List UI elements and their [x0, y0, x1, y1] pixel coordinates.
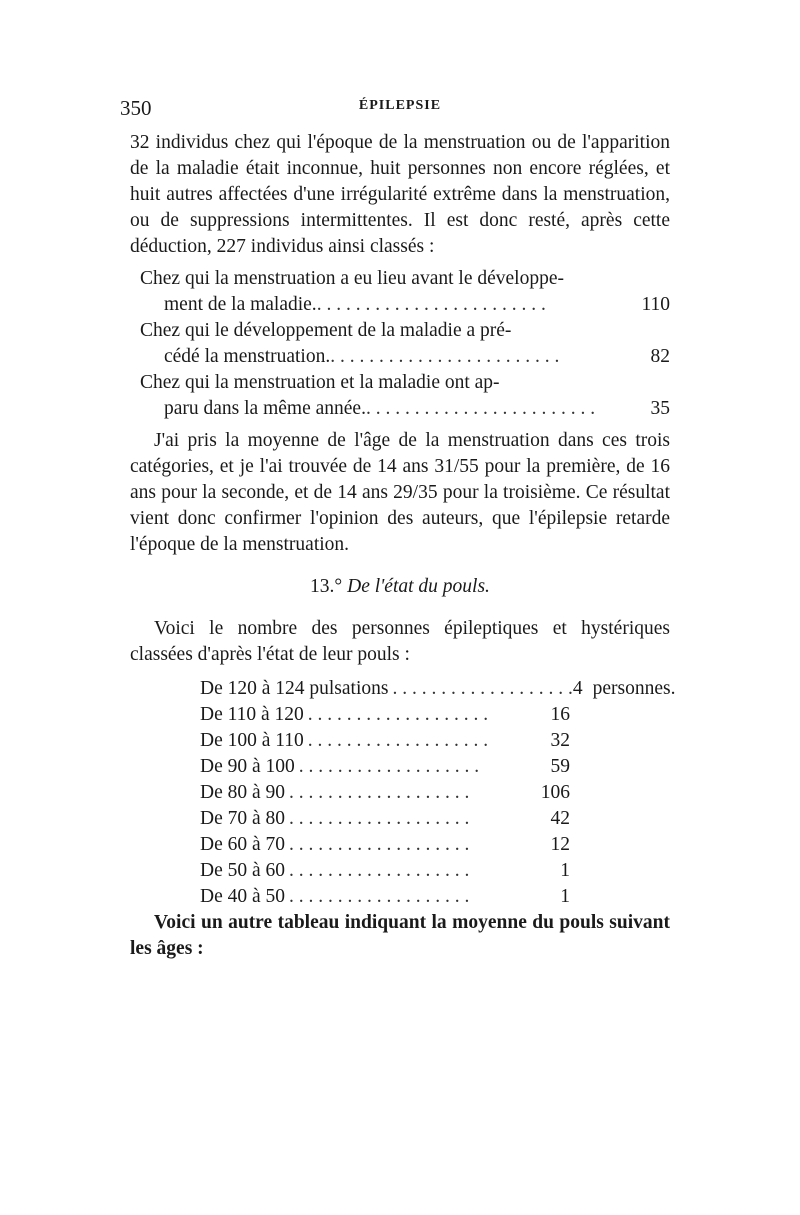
row-value: 59	[550, 756, 570, 777]
category-line1: Chez qui la menstruation et la maladie ont ap-	[140, 372, 500, 393]
table-row	[200, 832, 670, 858]
row-value: 12	[550, 834, 570, 855]
row-label: De 40 à 50	[200, 886, 286, 907]
section-title: De l'état du pouls.	[347, 576, 490, 597]
paragraph-pulse-intro: Voici le nombre des personnes épileptiques et hystériques classées d'après l'état de leur pouls :	[130, 618, 670, 665]
row-unit: personnes.	[592, 678, 676, 699]
row-label: De 120 à 124 pulsations	[200, 678, 389, 699]
leader-dots: . . . . . . . . . . . . . . . . . . .	[298, 756, 480, 777]
category-value: 82	[650, 346, 670, 367]
table-row	[200, 780, 670, 806]
category-line2: ment de la maladie.	[164, 294, 317, 315]
row-unit	[570, 702, 670, 728]
pulse-table	[200, 676, 676, 910]
row-value: 32	[550, 730, 570, 751]
table-row	[200, 806, 670, 832]
leader-dots: . . . . . . . . . . . . . . . . . . .	[289, 886, 470, 907]
leader-dots: . . . . . . . . . . . . . . . . . . .	[307, 730, 489, 751]
category-item	[140, 266, 670, 318]
leader-dots: . . . . . . . . . . . . . . . . . . .	[289, 860, 470, 881]
row-unit	[570, 806, 670, 832]
row-label: De 70 à 80	[200, 808, 286, 829]
section-heading	[130, 576, 670, 598]
leader-dots: . . . . . . . . . . . . . . . . . . . . . . . .	[365, 398, 596, 419]
leader-dots: . . . . . . . . . . . . . . . . . . .	[289, 782, 470, 803]
category-line2: paru dans la même année.	[164, 398, 366, 419]
category-line1: Chez qui le développement de la maladie a pré-	[140, 320, 512, 341]
table-row	[200, 754, 670, 780]
leader-dots: . . . . . . . . . . . . . . . . . . . . . . . .	[316, 294, 546, 315]
page-body	[130, 130, 676, 962]
category-item	[140, 370, 670, 422]
leader-dots: . . . . . . . . . . . . . . . . . . .	[307, 704, 489, 725]
row-label: De 60 à 70	[200, 834, 286, 855]
category-value: 110	[641, 294, 670, 315]
row-value: 1	[560, 886, 570, 907]
row-value: 4	[572, 678, 583, 699]
row-value: 42	[550, 808, 570, 829]
row-unit	[570, 780, 670, 806]
leader-dots: . . . . . . . . . . . . . . . . . . .	[289, 808, 470, 829]
page-header	[0, 96, 800, 122]
row-label: De 100 à 110	[200, 730, 304, 751]
category-line1: Chez qui la menstruation a eu lieu avant le développe-	[140, 268, 564, 289]
row-value: 106	[540, 782, 570, 803]
paragraph-next-table: Voici un autre tableau indiquant la moyenne du pouls suivant les âges :	[130, 912, 670, 959]
paragraph-average: J'ai pris la moyenne de l'âge de la menstruation dans ces trois catégories, et je l'ai trouvée de 14 ans 31/55 pour la première, de 16 ans pour la seconde, et de 14 ans 29/35 pour la troisième. Ce résultat vient donc confirmer l'opinion des auteurs, que l'épilepsie retarde l'époque de la menstruation.	[130, 430, 670, 555]
table-row	[200, 702, 670, 728]
category-value: 35	[650, 398, 670, 419]
row-unit	[570, 858, 670, 884]
row-unit	[570, 832, 670, 858]
row-label: De 90 à 100	[200, 756, 295, 777]
page-number: 350	[120, 96, 152, 120]
table-row	[200, 884, 670, 910]
running-head: ÉPILEPSIE	[358, 98, 442, 113]
category-line2: cédé la menstruation.	[164, 346, 331, 367]
table-row	[200, 676, 676, 702]
leader-dots: . . . . . . . . . . . . . . . . . . .	[392, 678, 573, 699]
row-unit	[570, 728, 670, 754]
category-list	[140, 266, 670, 422]
leader-dots: . . . . . . . . . . . . . . . . . . . . . . . .	[330, 346, 560, 367]
row-value: 1	[560, 860, 570, 881]
row-unit	[570, 754, 670, 780]
row-label: De 110 à 120	[200, 704, 304, 725]
leader-dots: . . . . . . . . . . . . . . . . . . .	[289, 834, 470, 855]
table-row	[200, 858, 670, 884]
paragraph-intro: 32 individus chez qui l'époque de la menstruation ou de l'apparition de la maladie était inconnue, huit personnes non encore réglées, et huit autres affectées d'une irrégularité extrême dans la menstruation, ou de suppressions intermittentes. Il est donc resté, après cette déduction, 227 individus ainsi classés :	[130, 132, 670, 257]
row-unit	[570, 884, 670, 910]
category-item	[140, 318, 670, 370]
section-number: 13.°	[310, 576, 343, 597]
row-label: De 80 à 90	[200, 782, 286, 803]
table-row	[200, 728, 670, 754]
row-value: 16	[550, 704, 570, 725]
row-label: De 50 à 60	[200, 860, 286, 881]
